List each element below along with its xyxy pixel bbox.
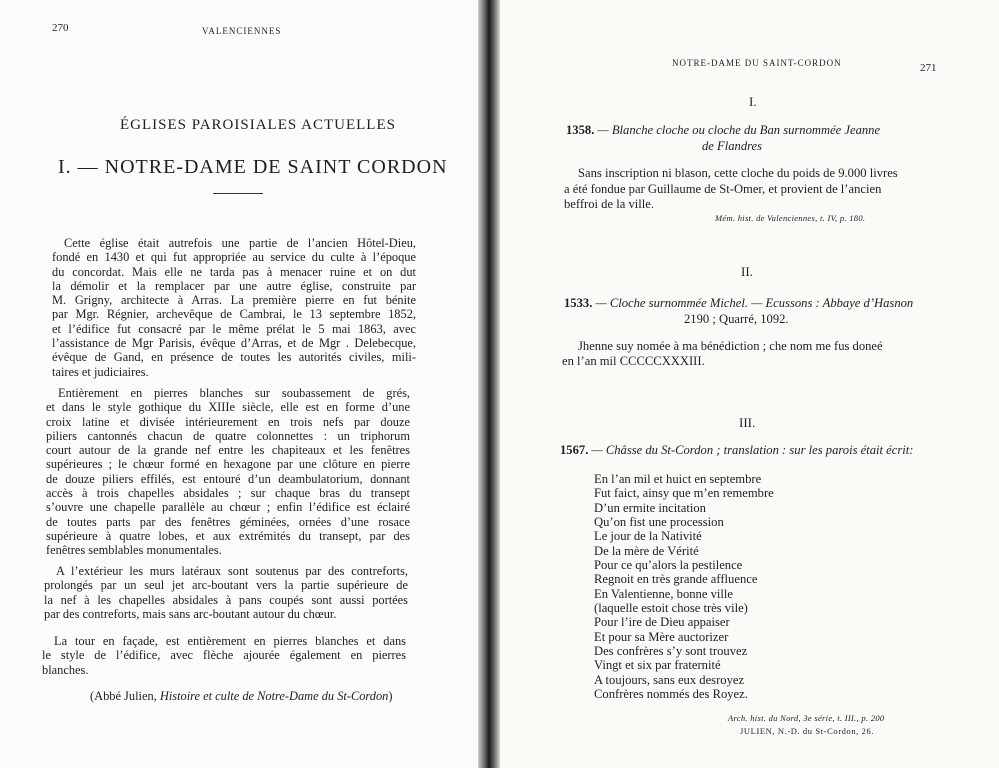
poem-line: De la mère de Vérité [594,543,699,558]
poem-line: Le jour de la Nativité [594,529,702,544]
entry-1-heading [566,122,880,138]
text-line: M. Grigny, architecte à Arras. La première pierre en fut bénite [52,293,416,308]
entry-1-year: 1358. [566,123,595,137]
text-line: du concordat. Mais elle ne tarda pas à menacer ruine et on dut [52,264,416,279]
text-line: supérieures ; le chœur formé en hexagone par une clôture en pierre [46,457,410,472]
text-line: la nef à les chapelles absidales à pans coupés sont aussi portées [44,592,408,607]
text-line: prolongés par un seul jet arc-boutant vers la partie supérieure de [44,578,408,593]
text-line: le style de l’édifice, avec flèche ajourée également en pierres [42,648,406,663]
text-line: par Mgr. Régnier, archevêque de Cambrai, le 13 septembre 1852, [52,307,416,322]
right-page-number: 271 [920,62,937,74]
citation [90,689,393,704]
body-paragraph-2 [46,386,410,558]
poem-line: Qu’on fist une procession [594,515,724,530]
text-line: blanches. [42,662,89,677]
text-line: croix latine et divisée intérieurement en trois nefs par douze [46,414,410,429]
text-line: fondé en 1430 et qui fut appropriée au service du culte à l’époque [52,250,416,265]
text-line: court autour de la grande nef entre les chapiteaux et les fenêtres [46,443,410,458]
left-running-head: VALENCIENNES [202,26,282,36]
text-line: la démolir et la remplacer par une autre église, construite par [52,278,416,293]
left-page [0,0,478,768]
entry-3-source-2: JULIEN, N.-D. du St-Cordon, 26. [740,726,875,736]
citation-title: Histoire et culte de Notre-Dame du St-Cordon [159,689,389,703]
body-paragraph-4 [42,634,406,677]
text-line: La tour en façade, est entièrement en pierres blanches et dans [54,634,406,648]
text-line: supérieure à quatre lobes, et aux extrémités du transept, par des [46,528,410,543]
entry-2-numeral: II. [741,264,753,279]
entry-3-source-1: Arch. hist. du Nord, 3e série, t. III., p. 200 [728,713,885,723]
poem-line: (laquelle estoit chose très vile) [594,601,748,616]
text-line: accès à trois chapelles absidales ; sur chaque bras du transept [46,486,410,501]
entry-3-title: — Châsse du St-Cordon ; translation : sur les parois était écrit: [591,443,914,457]
poem-line: A toujours, sans eux desroyez [594,672,745,687]
text-line: fenêtres semblables monumentales. [46,543,222,558]
text-line: de toutes parts par des fenêtres géminées, ornées d’une rosace [46,514,410,529]
entry-2-text-line-1: Jhenne suy nomée à ma bénédiction ; che nom me fus doneé [578,339,883,353]
poem-line: En Valentienne, bonne ville [594,586,733,601]
book-gutter [478,0,500,768]
entry-2-text-line-2: en l’an mil CCCCCXXXIII. [562,354,705,368]
chapter-title: I. — NOTRE-DAME DE SAINT CORDON [58,156,448,178]
citation-close: ) [388,689,393,703]
entry-1-text-line-2: a été fondue par Guillaume de St-Omer, et provient de l’ancien [564,182,882,196]
entry-1-heading-cont [702,138,762,154]
text-line: évêque de Gand, en présence de toutes les autorités civiles, mili- [52,350,416,365]
poem [594,472,774,702]
body-paragraph-3 [44,564,408,621]
text-line: s’ouvre une chapelle parallèle au chœur ; enfin l’édifice est éclairé [46,500,410,515]
poem-line: Des confrères s’y sont trouvez [594,644,748,659]
entry-2-title: — Cloche surnommée Michel. — Ecussons : Abbaye d’Hasnon [595,296,914,310]
text-line: de douze piliers effilés, est entouré d’un deambulatorium, donnant [46,471,410,486]
poem-line: Pour l’ire de Dieu appaiser [594,615,730,630]
right-running-head: NOTRE-DAME DU SAINT-CORDON [672,58,842,68]
text-line: l’assistance de Mgr Parisis, évêque d’Arras, et de Mgr . Delebecque, [52,336,416,351]
entry-2-heading-cont: 2190 ; Quarré, 1092. [684,312,789,326]
section-heading: ÉGLISES PAROISIALES ACTUELLES [120,117,396,133]
left-page-number: 270 [52,22,69,34]
entry-1-source: Mém. hist. de Valenciennes, t. IV, p. 180. [715,213,866,223]
text-line: et dans le style gothique du XIIIe siècle, elle est en forme d’une [46,400,410,415]
text-line: piliers cantonnés chacun de quatre colonnettes : un triphorum [46,428,410,443]
poem-line: Confrères nommés des Royez. [594,687,748,702]
body-paragraph-1 [52,236,416,379]
poem-line: Regnoit en très grande affluence [594,572,758,587]
entry-2-year: 1533. [564,296,593,310]
entry-1-text-line-3: beffroi de la ville. [564,197,654,211]
citation-author: (Abbé Julien, [90,689,157,703]
entry-1-title-cont: de Flandres [702,139,763,153]
text-line: A l’extérieur les murs latéraux sont soutenus par des contreforts, [56,564,408,578]
entry-3-year: 1567. [560,443,589,457]
text-line: taires et judiciaires. [52,364,149,379]
entry-3-numeral: III. [739,415,756,430]
poem-line: Et pour sa Mère auctorizer [594,629,729,644]
right-page [500,0,999,768]
entry-1-text-line-1: Sans inscription ni blason, cette cloche du poids de 9.000 livres [578,166,898,180]
poem-line: Fut faict, ainsy que m’en remembre [594,486,774,501]
text-line: Entièrement en pierres blanches sur soubassement de grés, [58,386,410,400]
poem-line: D’un ermite incitation [594,500,706,515]
entry-1-numeral: I. [749,94,757,109]
poem-line: Vingt et six par fraternité [594,658,721,673]
entry-1-title: — Blanche cloche ou cloche du Ban surnommée Jeanne [597,123,881,137]
text-line: et l’édifice fut consacré par le même prélat le 5 mai 1863, avec [52,321,416,336]
entry-2-heading [564,295,913,311]
poem-line: En l’an mil et huict en septembre [594,472,762,486]
text-line: par des contreforts, mais sans arc-boutant autour du chœur. [44,606,337,621]
title-divider [213,193,263,194]
poem-line: Pour ce qu’alors la pestilence [594,558,743,573]
entry-3-heading [560,442,913,458]
text-line: Cette église était autrefois une partie de l’ancien Hôtel-Dieu, [64,236,416,250]
